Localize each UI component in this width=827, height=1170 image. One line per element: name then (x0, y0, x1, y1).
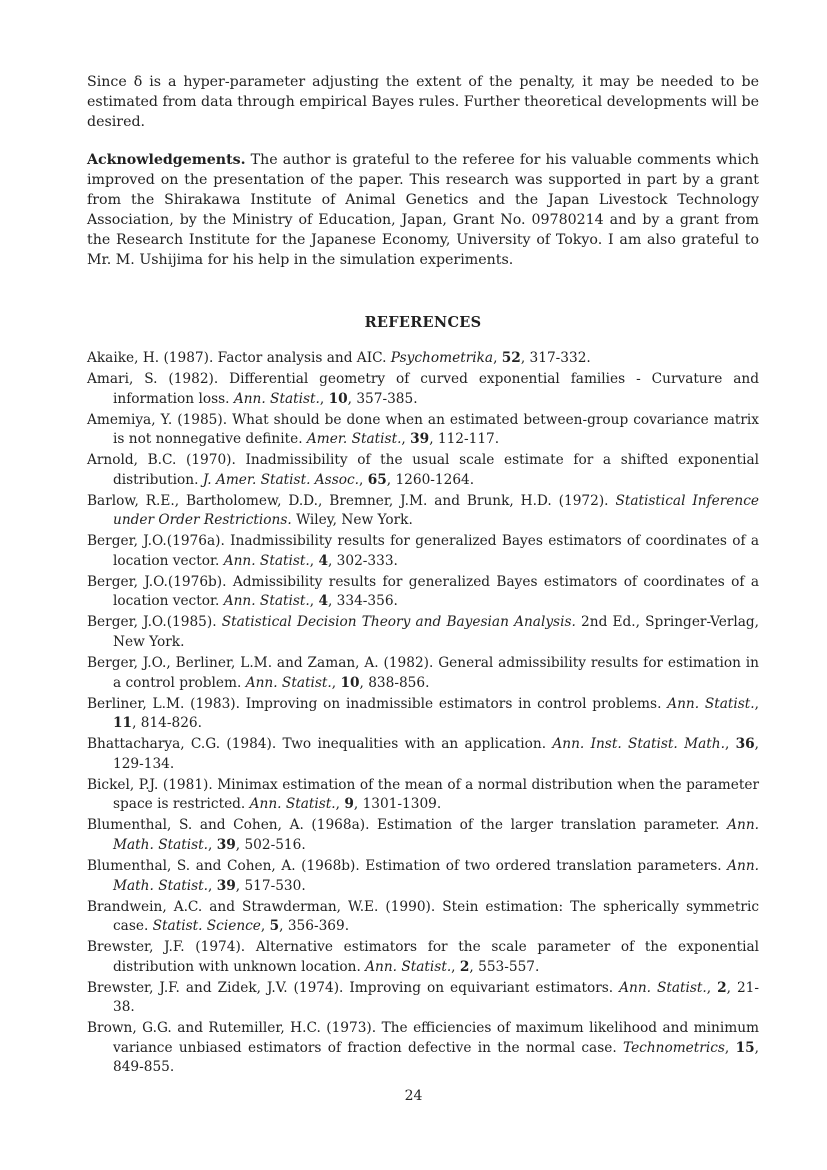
reference-journal: Statist. Science (152, 918, 261, 935)
reference-journal: Ann. Math. Statist. (113, 817, 759, 853)
reference-item (87, 613, 759, 652)
acknowledgements-paragraph (87, 150, 759, 270)
reference-volume: 4 (318, 593, 328, 610)
reference-journal: Technometrics (623, 1039, 725, 1056)
reference-journal: J. Amer. Statist. Assoc. (202, 471, 359, 488)
reference-authors-title: Arnold, B.C. (1970). Inadmissibility of the usual scale estimate for a shifted exponential distribution. (87, 452, 759, 488)
reference-authors-title: Berger, J.O.(1976b). Admissibility results for generalized Bayes estimators of coordinates of a location vector. (87, 573, 759, 610)
reference-item: Berger, J.O.(1976a). Inadmissibility results for generalized Bayes estimators of coordinates of a location vector. Ann. Statist., 4, 302-333. (87, 533, 759, 569)
reference-journal: Ann. Math. Statist. (113, 857, 759, 894)
reference-item: Brandwein, A.C. and Strawderman, W.E. (1990). Stein estimation: The spherically symmetric case. Statist. Science, 5, 356-369. (87, 898, 759, 935)
reference-item: Arnold, B.C. (1970). Inadmissibility of the usual scale estimate for a shifted exponential distribution. J. Amer. Statist. Assoc., 65, 1260-1264. (87, 452, 759, 488)
reference-item: Berger, J.O.(1976b). Admissibility results for generalized Bayes estimators of coordinates of a location vector. Ann. Statist., 4, 334-356. (87, 573, 759, 610)
reference-journal: Ann. Statist. (365, 958, 452, 975)
reference-pages: , 553-557. (469, 958, 540, 975)
reference-volume: 2 (717, 979, 727, 996)
reference-authors-title: Brewster, J.F. (1974). Alternative estimators for the scale parameter of the exponential distribution with unknown location. (87, 939, 759, 975)
reference-journal: Ann. Statist. (667, 695, 755, 712)
reference-item: Brewster, J.F. (1974). Alternative estimators for the scale parameter of the exponential distribution with unknown location. Ann. Statist., 2, 553-557. (87, 939, 759, 975)
reference-pages: , 302-333. (327, 552, 398, 569)
reference-volume: 39 (216, 877, 236, 894)
reference-volume: 2 (459, 958, 470, 975)
reference-pages: , 112-117. (429, 431, 500, 448)
reference-pages: , 517-530. (235, 877, 306, 894)
reference-item: Brewster, J.F. and Zidek, J.V. (1974). Improving on equivariant estimators. Ann. Statist., 2, 21-38. (87, 979, 759, 1016)
reference-journal: Ann. Statist. (245, 674, 332, 691)
reference-journal: Psychometrika (390, 350, 494, 366)
references-heading: REFERENCES (364, 314, 482, 331)
reference-volume: 15 (735, 1039, 755, 1056)
reference-pages: , 357-385. (347, 390, 418, 407)
reference-item: Bhattacharya, C.G. (1984). Two inequalities with an application. Ann. Inst. Statist. Math., 36, 129-134. (87, 736, 760, 772)
page-body (87, 72, 759, 1079)
reference-authors-title: Berger, J.O.(1985). (87, 614, 222, 631)
reference-pages: , 814-826. (132, 715, 202, 732)
reference-journal: Ann. Statist. (223, 593, 310, 610)
reference-item: Amemiya, Y. (1985). What should be done when an estimated between-group covariance matrix is not nonnegative definite. Amer. Statist., 39, 112-117. (87, 411, 759, 448)
reference-pages: , 21-38. (113, 979, 759, 1016)
reference-authors-title: Amemiya, Y. (1985). What should be done when an estimated between-group covariance matrix is not nonnegative definite. (87, 411, 759, 448)
reference-authors-title: Barlow, R.E., Bartholomew, D.D., Bremner, J.M. and Brunk, H.D. (1972). (87, 492, 616, 509)
reference-journal: Ann. Inst. Statist. Math. (552, 736, 725, 753)
reference-journal: Ann. Statist. (223, 552, 310, 569)
reference-authors-title: Akaike, H. (1987). Factor analysis and AIC. (87, 350, 391, 366)
acknowledgements-text: The author is grateful to the referee for his valuable comments which improved on the presentation of the paper. This research was supported in part by a grant from the Shirakawa Institute of Animal Genetics and the Japan Livestock Technology Association, by the Ministry of Education, Japan, Grant No. 09780214 and by a grant from the Research Institute for the Japanese Economy, University of Tokyo. I am also grateful to Mr. M. Ushijima for his help in the simulation experiments. (87, 152, 759, 268)
reference-item: Blumenthal, S. and Cohen, A. (1968a). Estimation of the larger translation parameter. Ann. Math. Statist., 39, 502-516. (87, 817, 759, 853)
reference-item: Amari, S. (1982). Differential geometry of curved exponential families - Curvature and information loss. Ann. Statist., 10, 357-385. (87, 370, 759, 407)
reference-pages: , 838-856. (359, 674, 430, 691)
reference-item (87, 492, 759, 531)
reference-authors-title: Bickel, P.J. (1981). Minimax estimation of the mean of a normal distribution when the parameter space is restricted. (87, 776, 759, 813)
reference-authors-title: Berger, J.O., Berliner, L.M. and Zaman, A. (1982). General admissibility results for estimation in a control problem. (87, 655, 759, 691)
reference-journal: Ann. Statist. (249, 796, 336, 813)
reference-item: Akaike, H. (1987). Factor analysis and AIC. Psychometrika, 52, 317-332. (87, 350, 591, 366)
reference-pages: , 334-356. (327, 593, 398, 610)
reference-volume: 52 (501, 350, 521, 366)
reference-authors-title: Brewster, J.F. and Zidek, J.V. (1974). Improving on equivariant estimators. (87, 979, 620, 996)
reference-volume: 11 (113, 715, 133, 732)
reference-volume: 65 (367, 471, 387, 488)
reference-item: Berliner, L.M. (1983). Improving on inadmissible estimators in control problems. Ann. Statist., 11, 814-826. (87, 695, 759, 732)
reference-authors-title: Brown, G.G. and Rutemiller, H.C. (1973). The efficiencies of maximum likelihood and minimum variance unbiased estimators of fraction defective in the normal case. (87, 1020, 759, 1056)
reference-journal: Statistical Decision Theory and Bayesian Analysis. (221, 614, 576, 631)
reference-authors-title: Brandwein, A.C. and Strawderman, W.E. (1990). Stein estimation: The spherically symmetric case. (87, 898, 759, 935)
reference-volume: 36 (735, 736, 755, 753)
reference-authors-title: Blumenthal, S. and Cohen, A. (1968a). Estimation of the larger translation parameter. (87, 817, 728, 834)
reference-item: Bickel, P.J. (1981). Minimax estimation of the mean of a normal distribution when the parameter space is restricted. Ann. Statist., 9, 1301-1309. (87, 776, 759, 813)
reference-authors-title: Bhattacharya, C.G. (1984). Two inequalities with an application. (87, 736, 553, 753)
reference-pages: , 1260-1264. (386, 471, 475, 488)
reference-pages: , 317-332. (520, 350, 591, 366)
reference-item: Berger, J.O., Berliner, L.M. and Zaman, A. (1982). General admissibility results for estimation in a control problem. Ann. Statist., 10, 838-856. (87, 655, 759, 691)
reference-pages: , 129-134. (113, 736, 760, 772)
reference-pages: 2nd Ed., Springer-Verlag, New York. (113, 614, 760, 651)
page-number: 24 (404, 1088, 423, 1104)
reference-pages: Wiley, New York. (291, 512, 413, 529)
reference-journal: Ann. Statist. (233, 390, 320, 407)
reference-authors-title: Berliner, L.M. (1983). Improving on inadmissible estimators in control problems. (87, 695, 668, 712)
reference-pages: , 502-516. (235, 836, 306, 853)
reference-volume: 10 (340, 674, 360, 691)
intro-paragraph: Since δ is a hyper-parameter adjusting the extent of the penalty, it may be needed to be estimated from data through empirical Bayes rules. Further theoretical developments will be desired. (87, 74, 759, 130)
reference-pages: , 356-369. (279, 918, 350, 935)
reference-volume: 9 (344, 796, 354, 813)
reference-journal: Ann. Statist. (619, 979, 707, 996)
reference-volume: 5 (269, 918, 280, 935)
reference-volume: 39 (410, 431, 430, 448)
reference-volume: 39 (216, 836, 236, 853)
reference-authors-title: Blumenthal, S. and Cohen, A. (1968b). Estimation of two ordered translation parameters. (87, 857, 728, 874)
reference-volume: 10 (328, 390, 348, 407)
reference-journal: Statistical Inference under Order Restrictions. (113, 492, 759, 529)
reference-journal: Amer. Statist. (306, 431, 402, 448)
reference-item: Blumenthal, S. and Cohen, A. (1968b). Estimation of two ordered translation parameters. Ann. Math. Statist., 39, 517-530. (87, 857, 759, 894)
reference-volume: 4 (318, 552, 328, 569)
acknowledgements-heading: Acknowledgements. (87, 152, 246, 168)
reference-list (87, 349, 759, 1078)
reference-authors-title: Berger, J.O.(1976a). Inadmissibility results for generalized Bayes estimators of coordinates of a location vector. (87, 533, 759, 569)
reference-authors-title: Amari, S. (1982). Differential geometry of curved exponential families - Curvature and information loss. (87, 370, 759, 407)
reference-pages: , 1301-1309. (353, 796, 442, 813)
reference-pages: , 849-855. (113, 1039, 759, 1076)
reference-item: Brown, G.G. and Rutemiller, H.C. (1973). The efficiencies of maximum likelihood and minimum variance unbiased estimators of fraction defective in the normal case. Technometrics, 15, 849-855. (87, 1020, 759, 1076)
